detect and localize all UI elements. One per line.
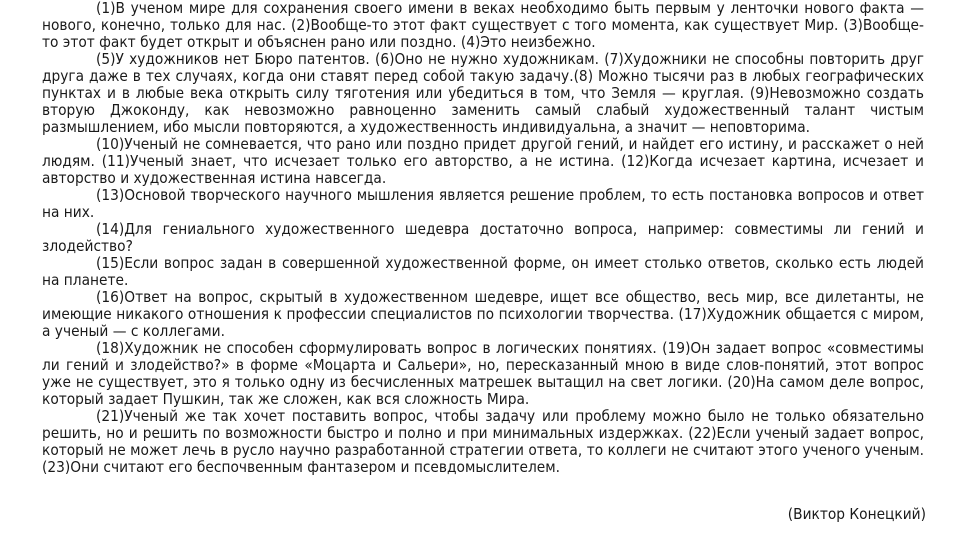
paragraph-9: (21)Ученый же так хочет поставить вопрос, чтобы задачу или проблему можно было не только обязательно решить, но и решить по возможности быстро и полно и при минимальных издержках. (22)Если ученый задает вопрос, который не может лечь в русло научно разработанной стратегии ответа, то коллеги не считают этого ученого ученым. (23)Они считают его беспочвенным фантазером и псевдомыслителем. bbox=[42, 407, 924, 476]
paragraph-3: (10)Ученый не сомневается, что рано или поздно придет другой гений, и найдет его истину, и расскажет о ней людям. (11)Ученый знает, что исчезает только его авторство, а не истина. (12)Когда исчезает картина, исчезает и авторство и художественная истина навсегда. bbox=[42, 135, 924, 187]
paragraph-1: (1)В ученом мире для сохранения своего имени в веках необходимо быть первым у ленточки нового факта — нового, конечно, только для нас. (2)Вообще-то этот факт существует с того момента, как существует Мир. (3)Вообще-то этот факт будет открыт и объяснен рано или поздно. (4)Это неизбежно. bbox=[42, 0, 924, 51]
paragraph-4: (13)Основой творческого научного мышления является решение проблем, то есть постановка вопросов и ответ на них. bbox=[42, 186, 924, 221]
paragraph-5: (14)Для гениального художественного шедевра достаточно вопроса, например: совместимы ли гений и злодейство? bbox=[42, 220, 924, 255]
author-attribution: (Виктор Конецкий) bbox=[787, 505, 926, 523]
paragraph-6: (15)Если вопрос задан в совершенной художественной форме, он имеет столько ответов, сколько есть людей на планете. bbox=[42, 254, 924, 289]
paragraph-7: (16)Ответ на вопрос, скрытый в художественном шедевре, ищет все общество, весь мир, все дилетанты, не имеющие никакого отношения к профессии специалистов по психологии творчества. (17)Художник общается с миром, а ученый — с коллегами. bbox=[42, 288, 924, 340]
paragraph-8: (18)Художник не способен сформулировать вопрос в логических понятиях. (19)Он задает вопрос «совместимы ли гений и злодейство?» в форме «Моцарта и Сальери», но, пересказанный мною в виде слов-понятий, этот вопрос уже не существует, это я только одну из бесчисленных матрешек вытащил на свет логики. (20)На самом деле вопрос, который задает Пушкин, так же сложен, как вся сложность Мира. bbox=[42, 339, 924, 408]
paragraph-2: (5)У художников нет Бюро патентов. (6)Оно не нужно художникам. (7)Художники не способны повторить друг друга даже в тех случаях, когда они ставят перед собой такую задачу.(8) Можно тысячи раз в любых географических пунктах и в любые века открыть силу тяготения или убедиться в том, что Земля — круглая. (9)Невозможно создать вторую Джоконду, как невозможно равноценно заменить самый слабый художественный талант чистым размышлением, ибо мысли повторяются, а художественность индивидуальна, а значит — неповторима. bbox=[42, 50, 924, 136]
